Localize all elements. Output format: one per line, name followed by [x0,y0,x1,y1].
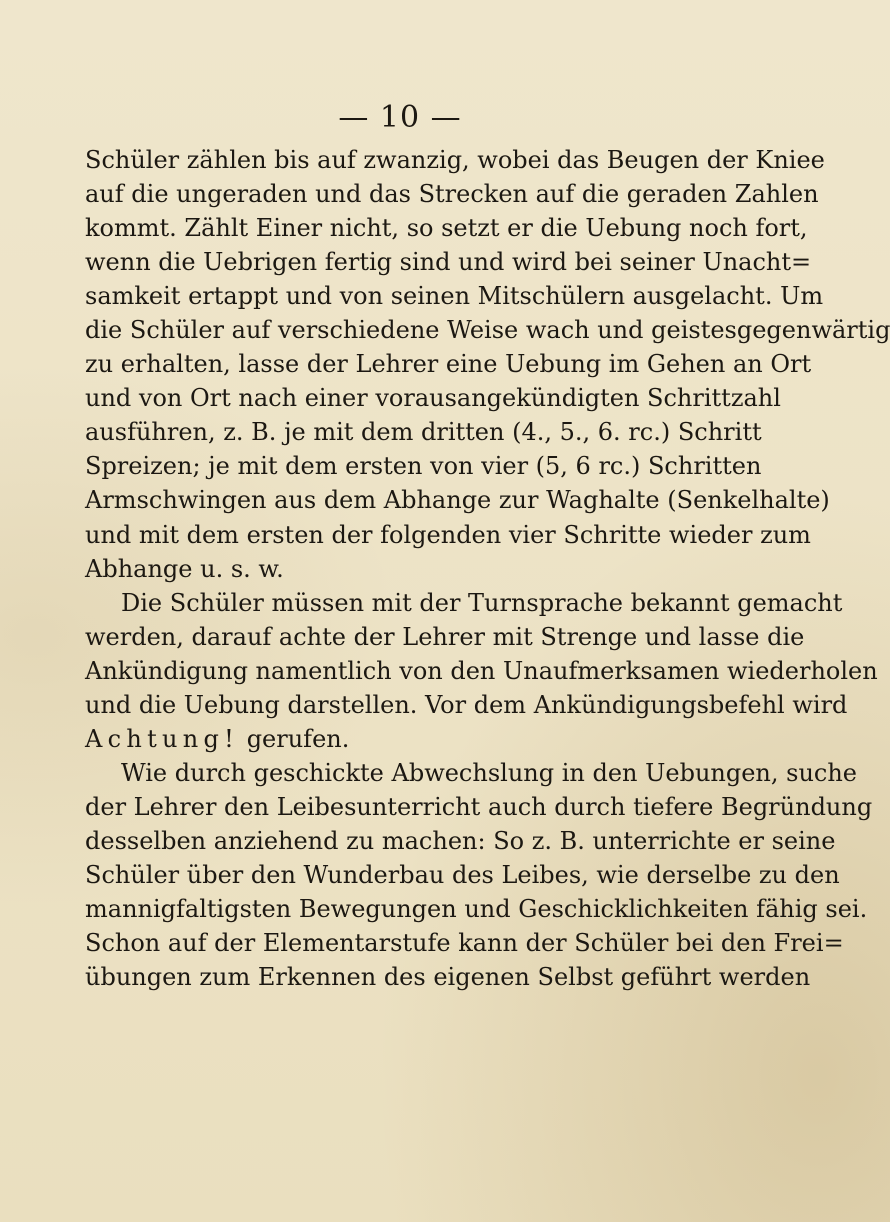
text-line: übungen zum Erkennen des eigenen Selbst geführt werden [85,963,811,992]
text-line: werden, darauf achte der Lehrer mit Strenge und lasse die [85,622,805,651]
text-line-with-emphasis [85,722,715,756]
text-line: mannigfaltigsten Bewegungen und Geschicklichkeiten fähig sei. [85,895,868,924]
text-line: Ankündigung namentlich von den Unaufmerksamen wiederholen [85,656,878,685]
text-line: auf die ungeraden und das Strecken auf die geraden Zahlen [85,180,819,209]
text-line: wenn die Uebrigen fertig sind und wird bei seiner Unacht= [85,248,812,277]
paragraph-start-line: Wie durch geschickte Abwechslung in den Uebungen, suche [121,758,858,787]
paragraph-start-line: Die Schüler müssen mit der Turnsprache bekannt gemacht [121,588,843,617]
text-line: Abhange u. s. w. [85,554,284,583]
text-line: Schon auf der Elementarstufe kann der Schüler bei den Frei= [85,929,844,958]
text-fragment: gerufen. [246,724,350,753]
text-line: und die Uebung darstellen. Vor dem Ankündigungsbefehl wird [85,690,848,719]
text-line: der Lehrer den Leibesunterricht auch durch tiefere Begründung [85,792,873,821]
spaced-emphasis: Achtung! [85,724,240,753]
text-line: Armschwingen aus dem Abhange zur Waghalte (Senkelhalte) [85,486,830,515]
text-line: desselben anziehend zu machen: So z. B. unterrichte er seine [85,826,836,855]
text-line: und mit dem ersten der folgenden vier Schritte wieder zum [85,520,811,549]
text-line: Schüler über den Wunderbau des Leibes, wie derselbe zu den [85,860,840,889]
text-line: samkeit ertappt und von seinen Mitschülern ausgelacht. Um [85,282,824,311]
text-line: ausführen, z. B. je mit dem dritten (4., 5., 6. rc.) Schritt [85,418,762,447]
text-line: kommt. Zählt Einer nicht, so setzt er die Uebung noch fort, [85,214,808,243]
text-line: die Schüler auf verschiedene Weise wach und geistesgegenwärtig [85,316,890,345]
text-line: und von Ort nach einer vorausangekündigten Schrittzahl [85,384,781,413]
text-line: zu erhalten, lasse der Lehrer eine Uebung im Gehen an Ort [85,350,812,379]
text-line: Schüler zählen bis auf zwanzig, wobei das Beugen der Kniee [85,146,825,174]
page-number: — 10 — [338,100,462,135]
body-text [85,143,890,994]
text-line: Spreizen; je mit dem ersten von vier (5, 6 rc.) Schritten [85,452,762,481]
